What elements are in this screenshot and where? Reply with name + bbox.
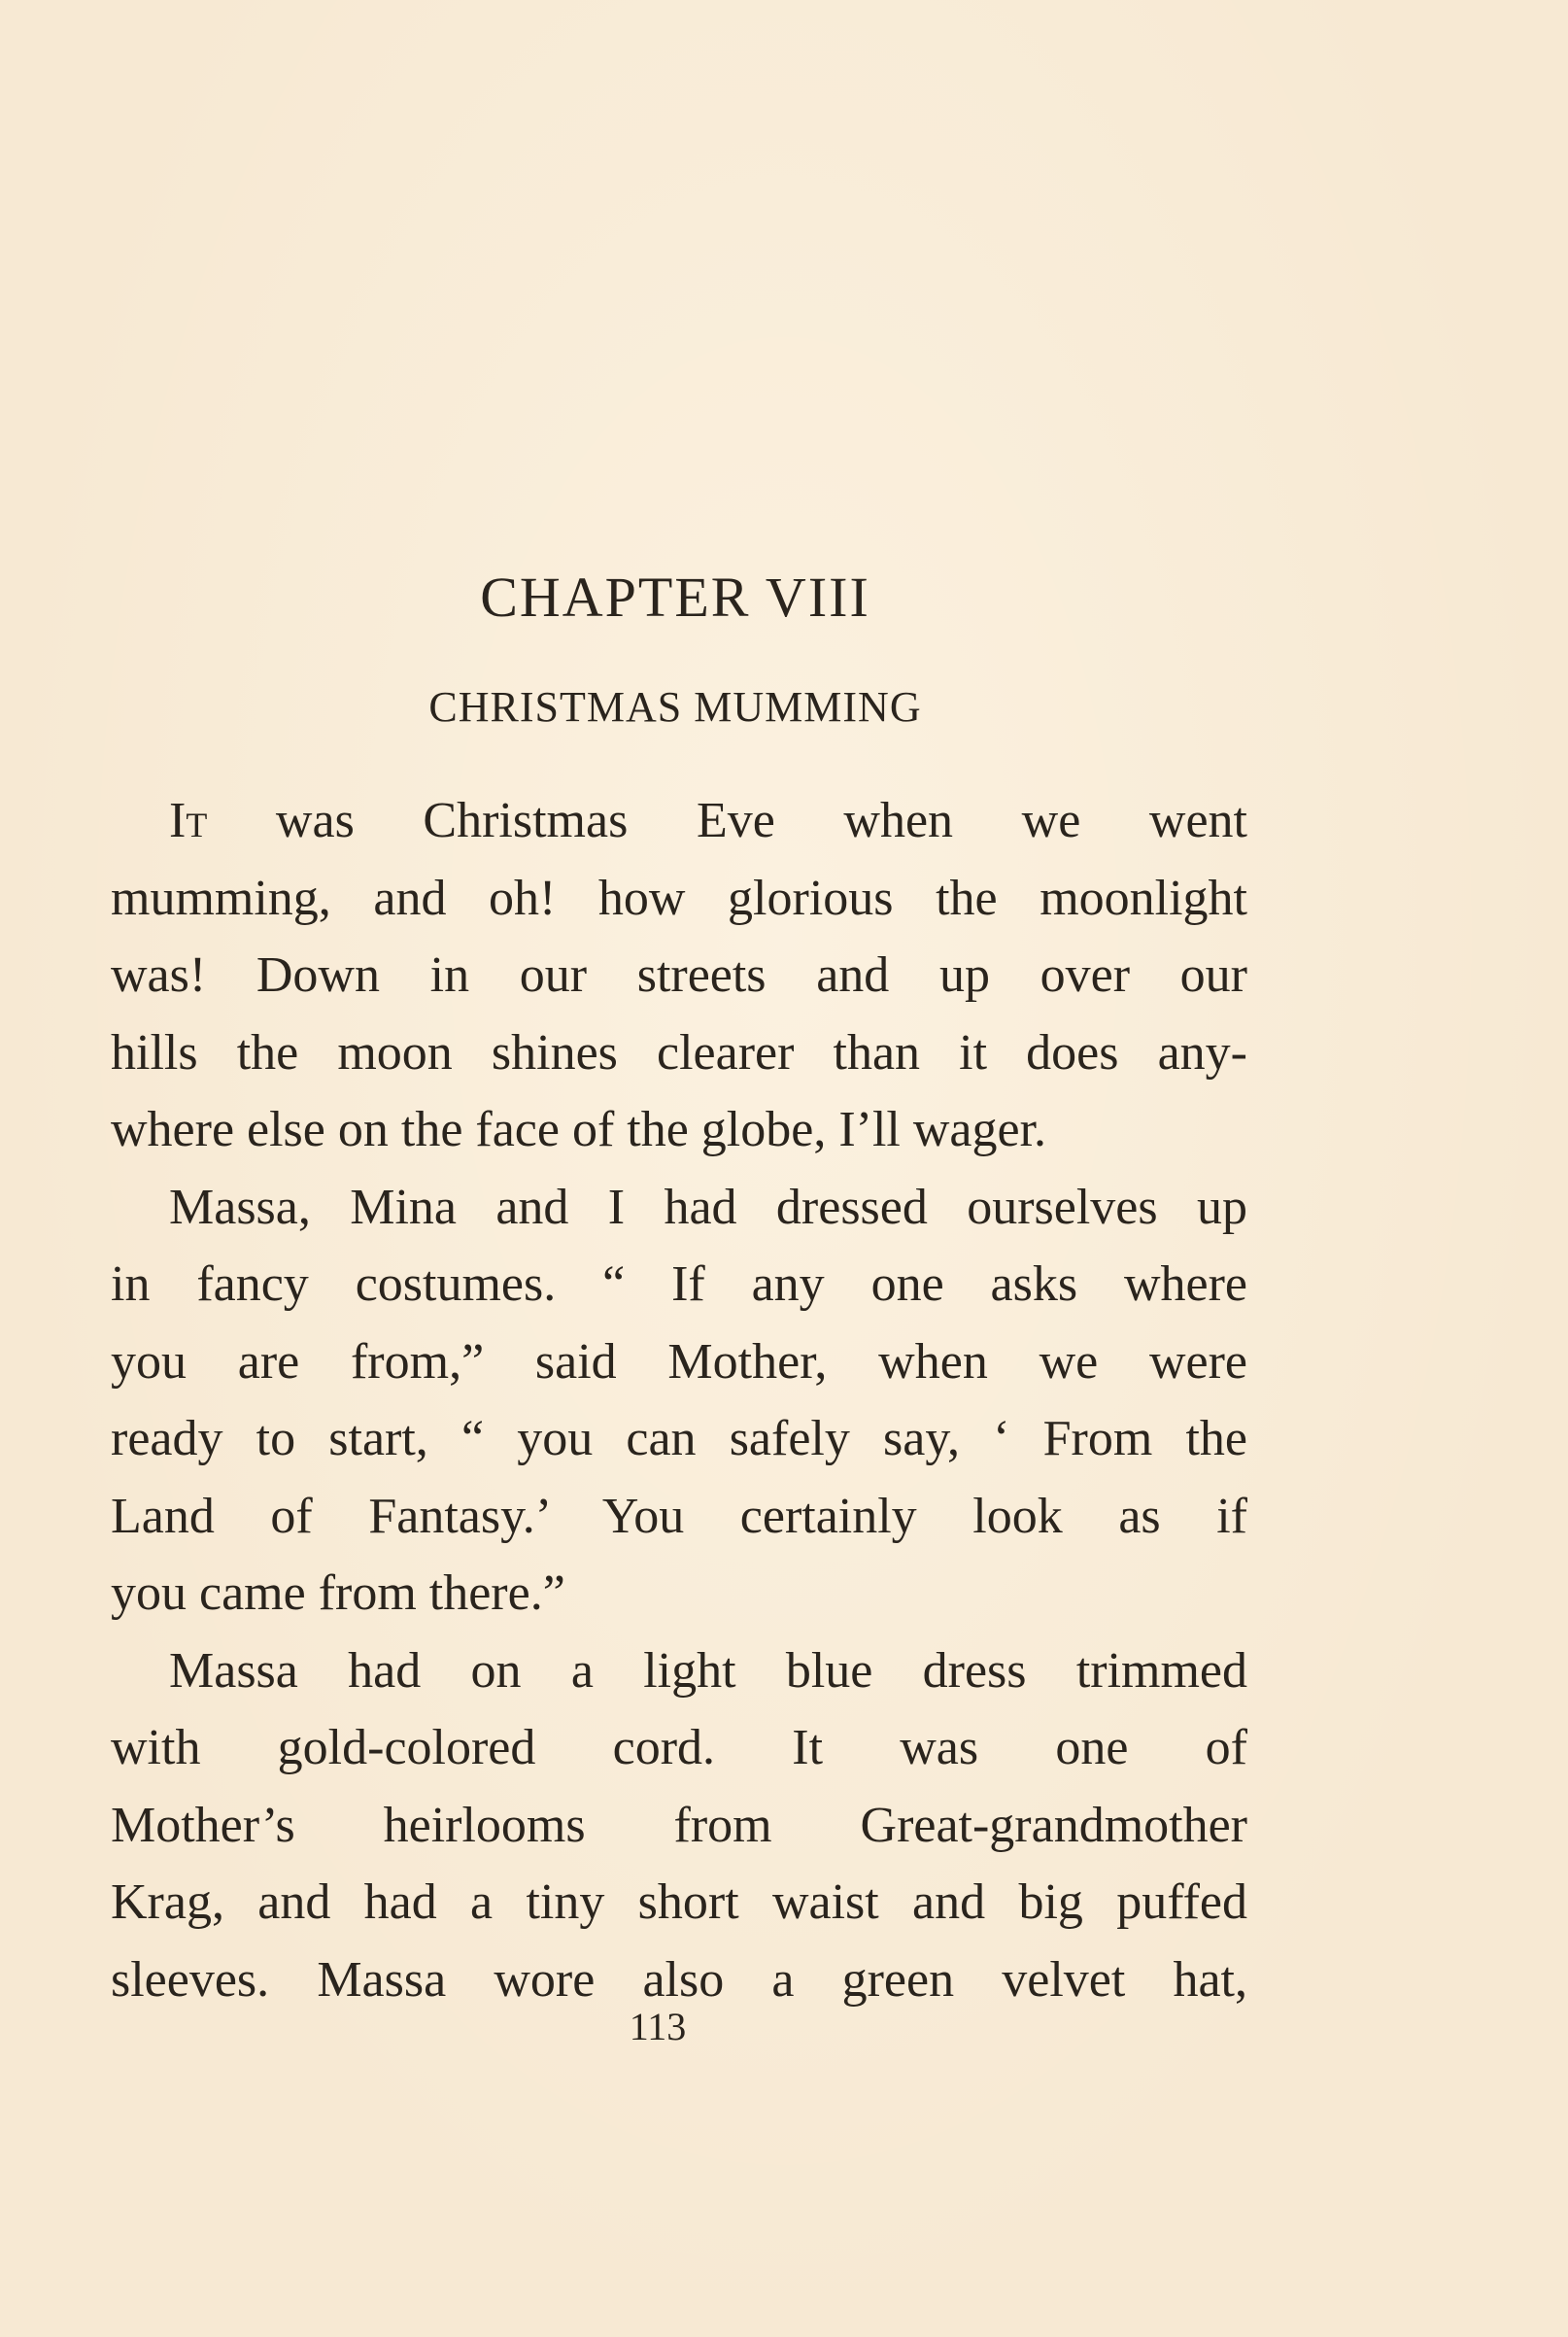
- page-number: 113: [629, 2005, 687, 2048]
- paragraph-3-line-4: Krag, and had a tiny short waist and big puffed: [111, 1874, 1247, 1930]
- paragraph-3-line-3: Mother’s heirlooms from Great-grandmother: [111, 1797, 1247, 1853]
- paragraph-2-line-1: Massa, Mina and I had dressed ourselves up: [169, 1179, 1247, 1235]
- paragraph-2-line-2: in fancy costumes. “ If any one asks where: [111, 1256, 1247, 1312]
- paragraph-1-line-2: mumming, and oh! how glorious the moonlight: [111, 870, 1247, 926]
- paragraph-1-line-3: was! Down in our streets and up over our: [111, 947, 1247, 1003]
- drop-word: It: [169, 793, 208, 848]
- paragraph-1-line-1-text: was Christmas Eve when we went: [207, 793, 1247, 848]
- paragraph-2-line-4: ready to start, “ you can safely say, ‘ From the: [111, 1411, 1247, 1466]
- paragraph-3-line-1: Massa had on a light blue dress trimmed: [169, 1642, 1247, 1699]
- paragraph-2-line-3: you are from,” said Mother, when we were: [111, 1333, 1247, 1390]
- paragraph-1-line-4: hills the moon shines clearer than it does any-: [111, 1024, 1247, 1081]
- paragraph-1-line-1: [111, 782, 1247, 860]
- paragraph-3-line-2: with gold-colored cord. It was one of: [111, 1720, 1247, 1775]
- paragraph-1-line-5: where else on the face of the globe, I’ll wager.: [111, 1102, 1047, 1157]
- paragraph-3-line-5: sleeves. Massa wore also a green velvet hat,: [111, 1951, 1247, 2008]
- chapter-title: CHAPTER VIII: [480, 566, 870, 629]
- paragraph-2-line-5: Land of Fantasy.’ You certainly look as if: [111, 1488, 1247, 1544]
- paragraph-2-line-6: you came from there.”: [111, 1565, 565, 1621]
- chapter-subtitle: CHRISTMAS MUMMING: [428, 683, 922, 731]
- body-text: [111, 782, 1247, 2018]
